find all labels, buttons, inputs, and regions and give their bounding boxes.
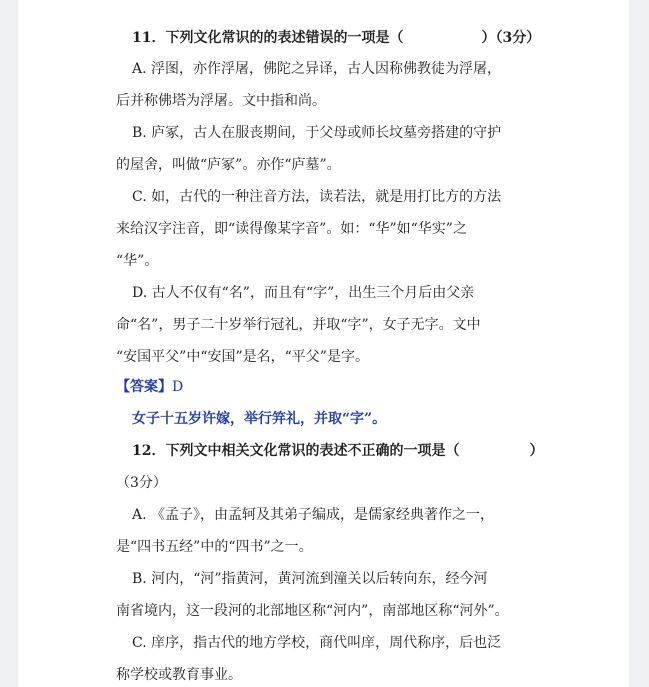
q12-option-c-line1: C. 庠序，指古代的地方学校，商代叫庠，周代称序，后也泛 [132,635,502,651]
question-12-score: （3分） [116,475,167,491]
q11-explanation: 女子十五岁许嫁，举行笄礼，并取“字”。 [132,411,387,427]
q11-option-b-line2: 的屋舍，叫做“庐冢”。亦作“庐墓”。 [116,157,341,173]
document-page [18,0,629,687]
q11-option-c-line2: 来给汉字注音，即“读得像某字音”。如：“华”如“华实”之 [116,221,467,237]
q12-option-b-line2: 南省境内，这一段河的北部地区称“河内”，南部地区称“河外”。 [116,603,509,619]
q11-option-c-line3: “华”。 [116,253,159,269]
q11-option-a-line2: 后并称佛塔为浮屠。文中指和尚。 [116,93,326,109]
answer-value: D [172,379,184,395]
q11-option-a-line1: A. 浮图，亦作浮屠，佛陀之异译，古人因称佛教徒为浮屠， [132,61,502,77]
q11-option-c-line1: C. 如，古代的一种注音方法，读若法，就是用打比方的方法 [132,189,502,205]
answer-label: 【答案】 [116,379,172,395]
q12-option-a-line2: 是“四书五经”中的“四书”之一。 [116,539,313,555]
q11-answer [116,378,183,396]
question-11-stem: 11．下列文化常识的的表述错误的一项是（ ）（3分） [132,30,541,46]
q11-option-d-line1: D. 古人不仅有“名”，而且有“字”，出生三个月后由父亲 [132,285,475,301]
question-12-stem: 12．下列文中相关文化常识的表述不正确的一项是（ ） [132,443,544,459]
q12-option-b-line1: B. 河内，“河”指黄河，黄河流到潼关以后转向东，经今河 [132,571,488,587]
q11-option-d-line3: “安国平父”中“安国”是名，“平父”是字。 [116,349,369,365]
q12-option-c-line2: 称学校或教育事业。 [116,667,242,683]
q11-option-b-line1: B. 庐冢，古人在服丧期间，于父母或师长坟墓旁搭建的守护 [132,125,502,141]
q11-option-d-line2: 命“名”，男子二十岁举行冠礼，并取“字”，女子无字。文中 [116,317,481,333]
q12-option-a-line1: A. 《孟子》，由孟轲及其弟子编成，是儒家经典著作之一， [132,507,495,523]
